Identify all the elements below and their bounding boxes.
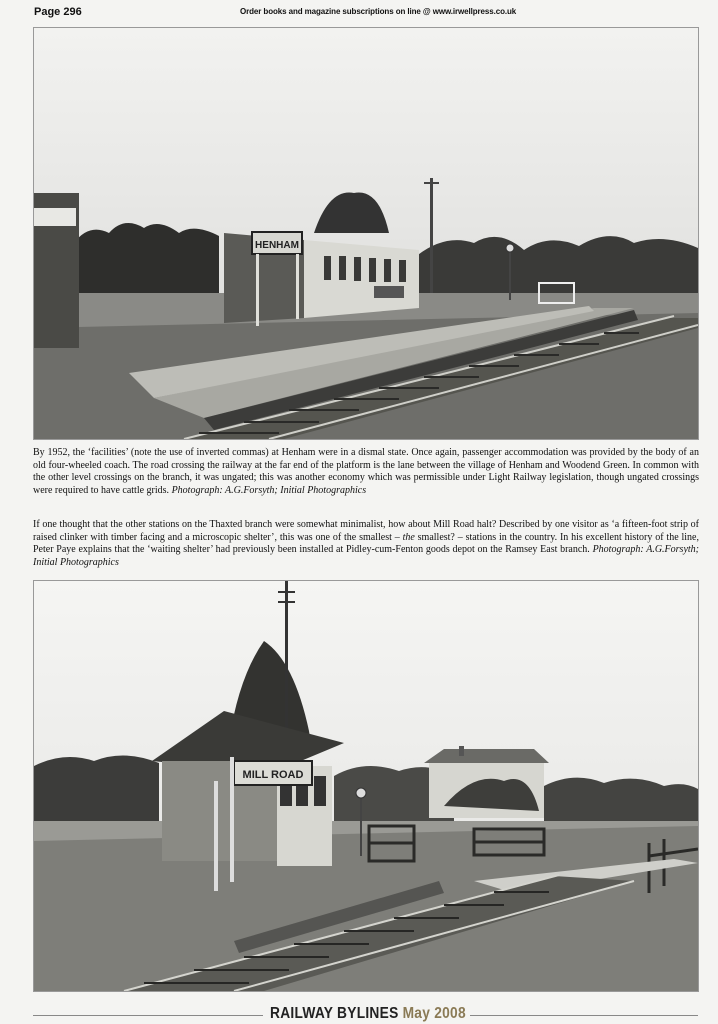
caption-mill-road-emphasis: the [402,531,415,543]
mill-road-sign-text: MILL ROAD [242,769,304,781]
caption-henham-text: By 1952, the ‘facilities’ (note the use of inverted commas) at Henham were in a dismal state. Once again, passenger accommodation was provided by the body of an old four-wheeled coach. The road crossing the railway at the far end of the platform is the lane between the village of Henham and Woodend Green. In common with the other level crossings on the branch, it was ungated; this was another economy which was permissible under Light Railway legislation, though ungated crossings were required to have cattle grids. [33,447,699,496]
photo-mill-road-halt [33,580,699,992]
caption-henham-credit: Photograph: A.G.Forsyth; Initial Photographics [171,484,367,496]
caption-mill-road-credit: Photograph: A.G.Forsyth; Initial Photographics [33,544,699,568]
caption-henham [33,447,699,497]
footer-rule-left [33,1015,263,1016]
order-online-notice: Order books and magazine subscriptions on line @ www.irwellpress.co.uk [240,7,517,16]
magazine-title: RAILWAY BYLINES [270,1005,399,1022]
magazine-issue: May 2008 [402,1005,466,1022]
henham-sign-text: HENHAM [255,240,299,251]
caption-mill-road-text-a: If one thought that the other stations on the Thaxted branch were somewhat minimalist, how about Mill Road halt? Described by one visitor as ‘a fifteen-foot strip of raised clinker with timber facing and a microscopic shelter’, this was one of the smallest – [33,519,699,543]
page-number: Page 296 [34,6,82,18]
caption-mill-road [33,519,699,569]
magazine-footer [270,1005,466,1023]
caption-mill-road-text-b: smallest? – stations in the country. In his excellent history of the line, Peter Paye explains that the ‘waiting shelter’ had previously been installed at Pidley-cum-Fenton goods depot on the Ramsey East branch. [33,531,699,556]
photo-henham-station [33,27,699,440]
footer-rule-right [470,1015,698,1016]
